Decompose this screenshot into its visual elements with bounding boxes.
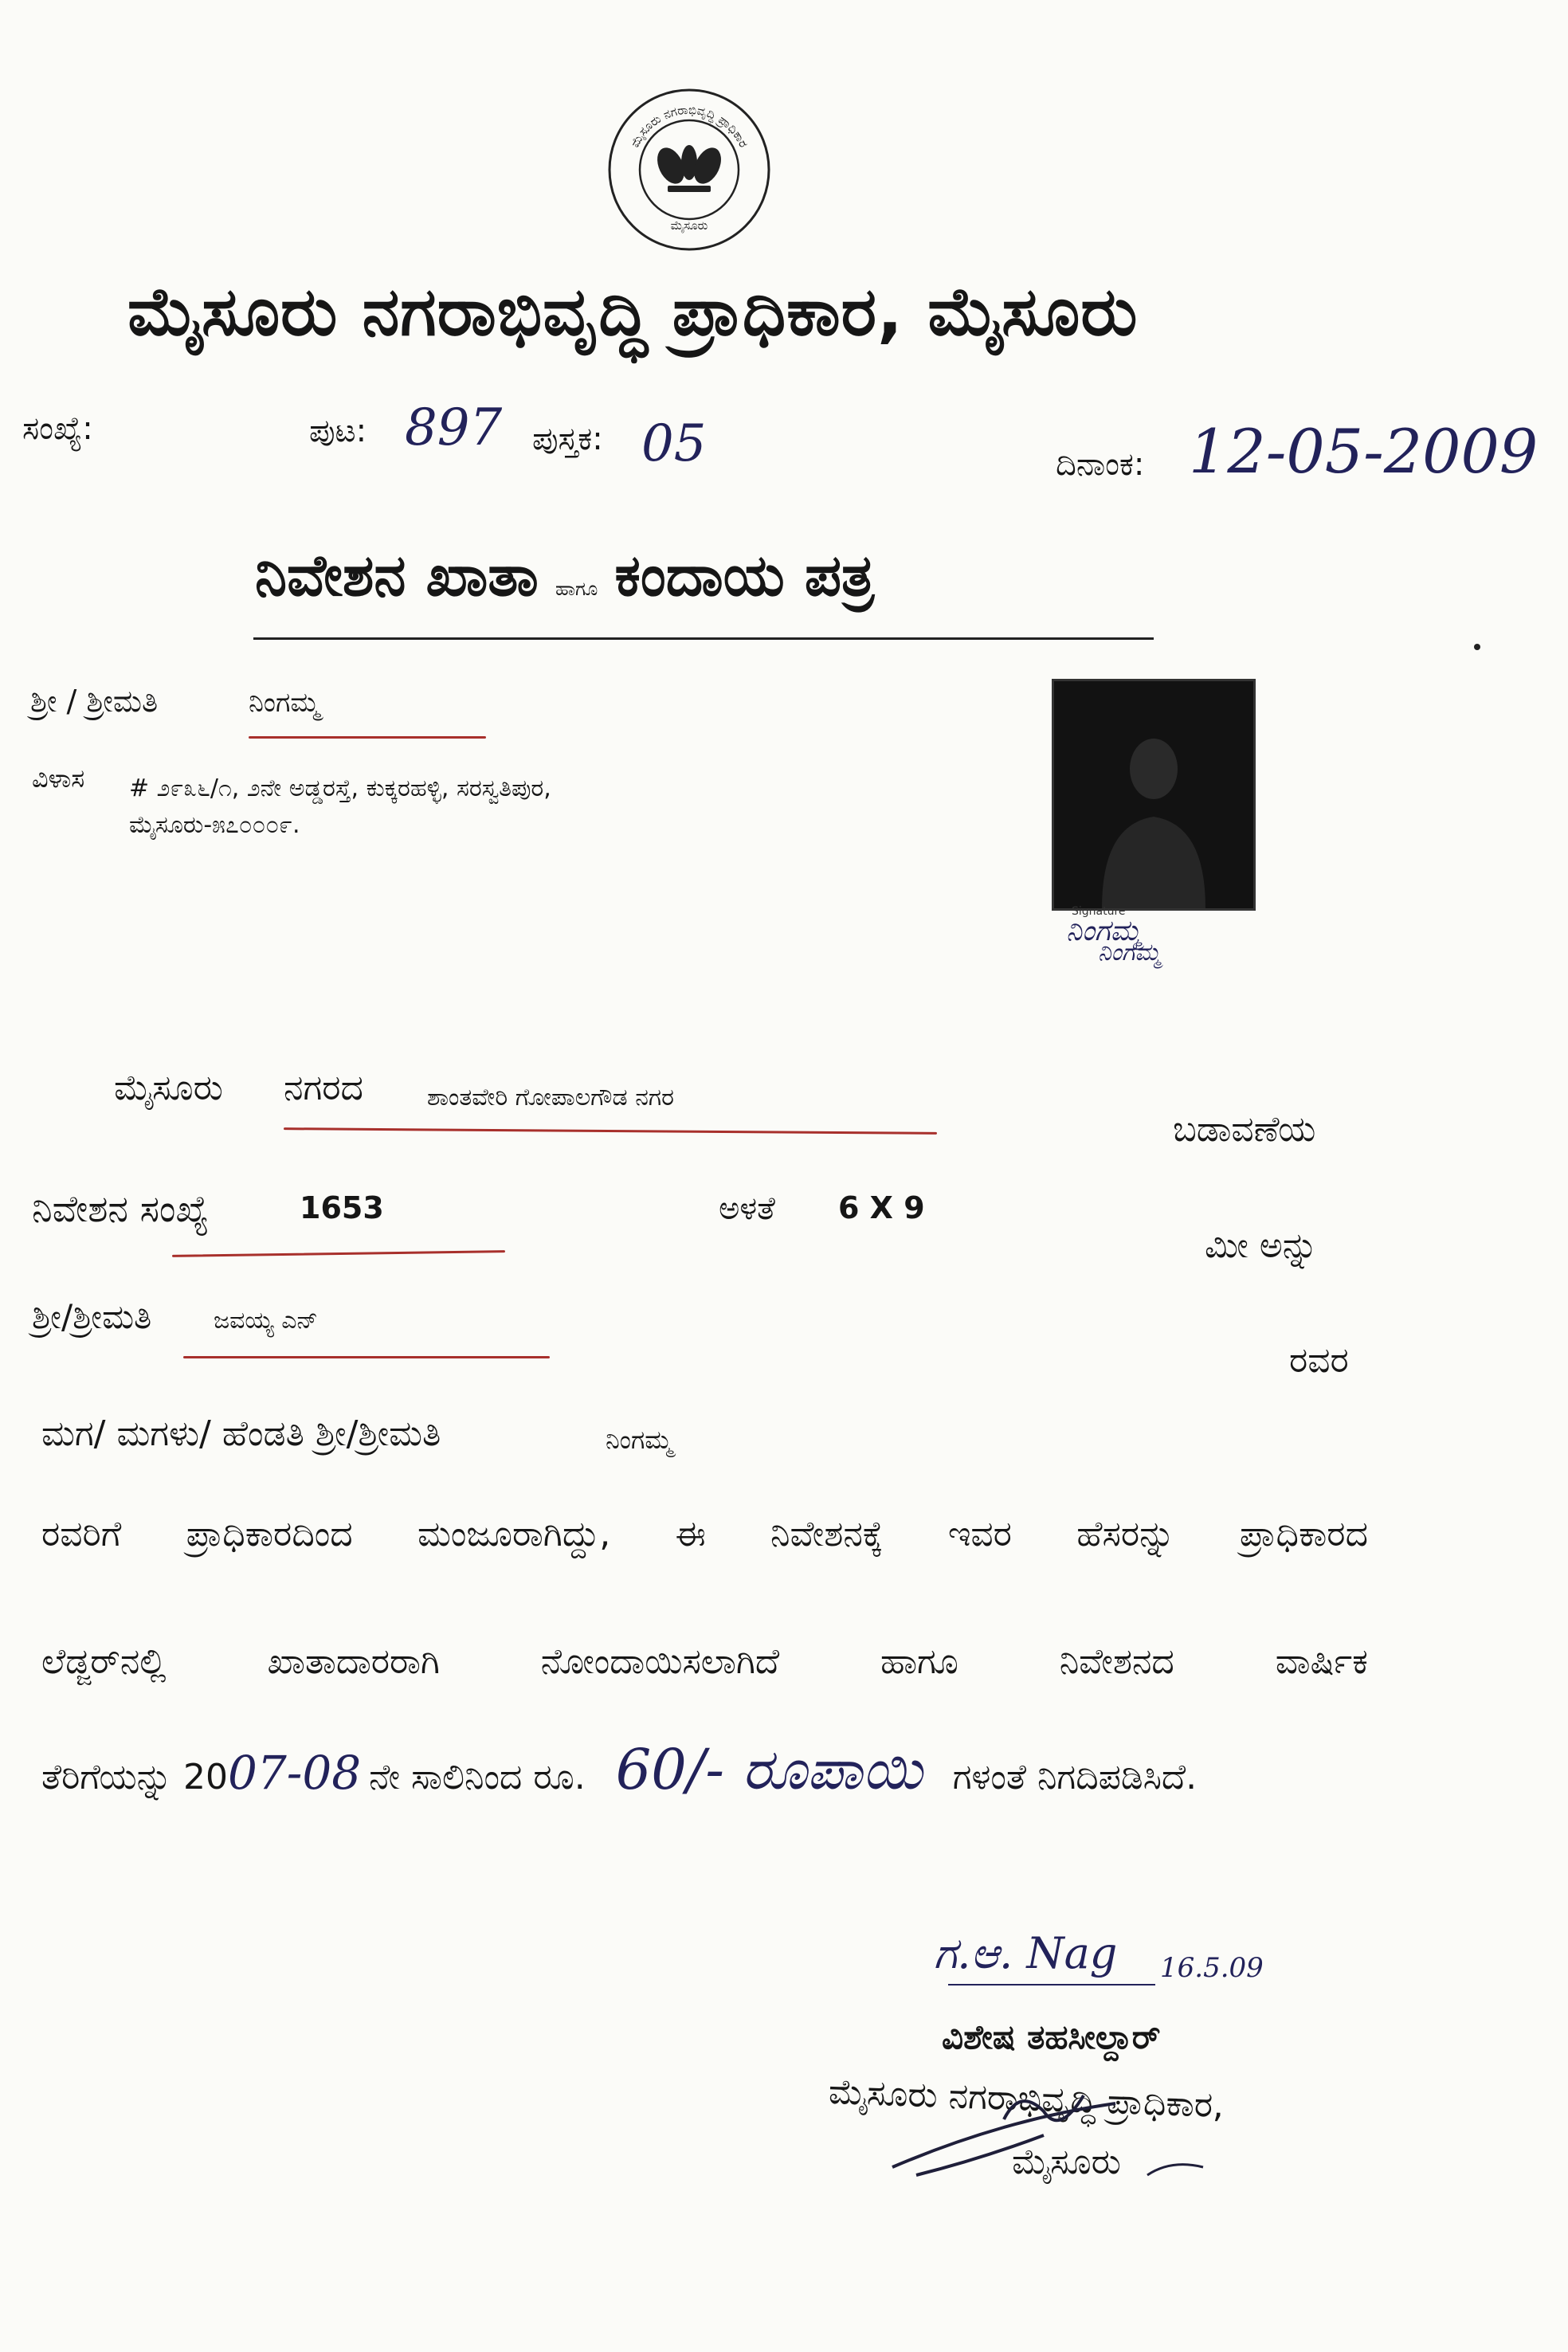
officer-org: ಮೈಸೂರು ನಗರಾಭಿವೃದ್ಧಿ ಪ್ರಾಧಿಕಾರ, <box>828 2072 1225 2127</box>
pustaka-label: ಪುಸ್ತಕ: <box>532 421 603 457</box>
site-no: 1653 <box>300 1190 384 1225</box>
body-amount-handwritten: 60/- ರೂಪಾಯಿ <box>615 1737 923 1802</box>
seal-bottom-text: ಮೈಸೂರು <box>670 218 708 233</box>
sign-underline <box>948 1984 1155 1985</box>
body-line-1: ರವರಿಗೆ ಪ್ರಾಧಿಕಾರದಿಂದ ಮಂಜೂರಾಗಿದ್ದು, ಈ ನಿವೇಶನಕ್ಕೆ ಇವರ ಹೆಸರನ್ನು ಪ್ರಾಧಿಕಾರದ <box>41 1514 1368 1554</box>
doc-title-part2: ಕಂದಾಯ ಪತ್ರ <box>614 542 875 609</box>
dinanka-value: 12-05-2009 <box>1189 416 1539 487</box>
title-underline <box>253 637 1154 640</box>
body-line-3-pre: ತೆರಿಗೆಯನ್ನು 20 <box>41 1757 228 1797</box>
body-line-3-post: ಗಳಂತೆ ನಿಗದಿಪಡಿಸಿದೆ. <box>952 1757 1198 1797</box>
holder-sri-label: ಶ್ರೀ / ಶ್ರೀಮತಿ <box>30 684 159 719</box>
puta-value: 897 <box>405 398 503 457</box>
ink-dot <box>1474 644 1480 650</box>
nagarada-label: ನಗರದ <box>284 1068 363 1108</box>
photo-caption: Signature <box>1072 905 1126 918</box>
photo-signature-2: ನಿಂಗಮ್ಮ <box>1098 939 1161 966</box>
address-line2: ಮೈಸೂರು-೫೭೦೦೦೯. <box>129 811 300 839</box>
doc-title-part1: ನಿವೇಶನ ಖಾತಾ <box>255 542 539 609</box>
ravara-label: ರವರ <box>1289 1340 1349 1381</box>
size-value: 6 X 9 <box>838 1190 925 1225</box>
officer-city: ಮೈಸೂರು <box>1012 2142 1121 2182</box>
dinanka-label: ದಿನಾಂಕ: <box>1056 446 1145 483</box>
mee-label: ಮೀ ಅನ್ನು <box>1205 1225 1319 1266</box>
photo-portrait-icon <box>1054 681 1253 908</box>
city-label: ಮೈಸೂರು <box>114 1068 223 1108</box>
site-no-label: ನಿವೇಶನ ಸಂಖ್ಯೆ <box>32 1187 210 1230</box>
body-year-handwritten: 07-08 <box>227 1746 362 1800</box>
body-line-2: ಲೆಡ್ಜರ್‌ನಲ್ಲಿ ಖಾತಾದಾರರಾಗಿ ನೋಂದಾಯಿಸಲಾಗಿದೆ ಹಾಗೂ ನಿವೇಶನದ ವಾರ್ಷಿಕ <box>41 1641 1368 1682</box>
officer-designation: ವಿಶೇಷ ತಹಸೀಲ್ದಾರ್ <box>942 2017 1161 2056</box>
holder-name-underline <box>249 736 486 739</box>
authority-title: ಮೈಸೂರು ನಗರಾಭಿವೃದ್ಧಿ ಪ್ರಾಧಿಕಾರ, ಮೈಸೂರು <box>127 272 1139 351</box>
puta-label: ಪುಟ: <box>309 413 367 449</box>
relation-label: ಮಗ/ ಮಗಳು/ ಹೆಂಡತಿ ಶ್ರೀ/ಶ್ರೀಮತಿ <box>41 1413 441 1454</box>
doc-title-connector: ಹಾಗೂ <box>555 578 598 600</box>
address-line1: # ೨೯೩೬/೧, ೨ನೇ ಅಡ್ಡರಸ್ತೆ, ಕುಕ್ಕರಹಳ್ಳಿ, ಸರಸ್ವತಿಪುರ, <box>129 774 551 802</box>
body-line-3 <box>41 1737 1197 1803</box>
holder-photo <box>1052 679 1256 911</box>
size-label: ಅಳತೆ <box>719 1190 775 1227</box>
seal-arc-text: ಮೈಸೂರು ನಗರಾಭಿವೃದ್ಧಿ ಪ್ರಾಧಿಕಾರ <box>627 102 751 150</box>
holder-name: ನಿಂಗಮ್ಮ <box>249 687 320 719</box>
authority-seal <box>606 86 773 253</box>
pustaka-value: 05 <box>641 414 707 473</box>
document-title <box>255 542 874 629</box>
sign-date: 16.5.09 <box>1160 1952 1264 1984</box>
layout-underline <box>284 1127 937 1135</box>
sankhye-label: ಸಂಖ್ಯೆ: <box>22 410 93 447</box>
svg-text:ಮೈಸೂರು ನಗರಾಭಿವೃದ್ಧಿ ಪ್ರಾಧಿಕಾರ <box>628 103 751 151</box>
allottee-underline <box>183 1356 550 1358</box>
photo-signature-1: ನಿಂಗಮ್ಮ <box>1066 915 1142 947</box>
officer-signature-scrawl <box>884 2072 1219 2191</box>
officer-initials: ಗ.ಆ. Nag <box>934 1928 1118 1978</box>
allottee-name: ಜವಯ್ಯ ಎನ್ <box>214 1307 318 1335</box>
layout-name: ಶಾಂತವೇರಿ ಗೋಪಾಲಗೌಡ ನಗರ <box>427 1084 674 1111</box>
sri2-label: ಶ್ರೀ/ಶ್ರೀಮತಿ <box>32 1297 152 1336</box>
body-line-3-mid: ನೇ ಸಾಲಿನಿಂದ ರೂ. <box>369 1757 586 1797</box>
site-no-underline <box>172 1250 505 1257</box>
address-label: ವಿಳಾಸ <box>32 763 85 794</box>
relation-name: ನಿಂಗಮ್ಮ <box>606 1425 673 1455</box>
badavane-label: ಬಡಾವಣೆಯ <box>1173 1109 1316 1150</box>
